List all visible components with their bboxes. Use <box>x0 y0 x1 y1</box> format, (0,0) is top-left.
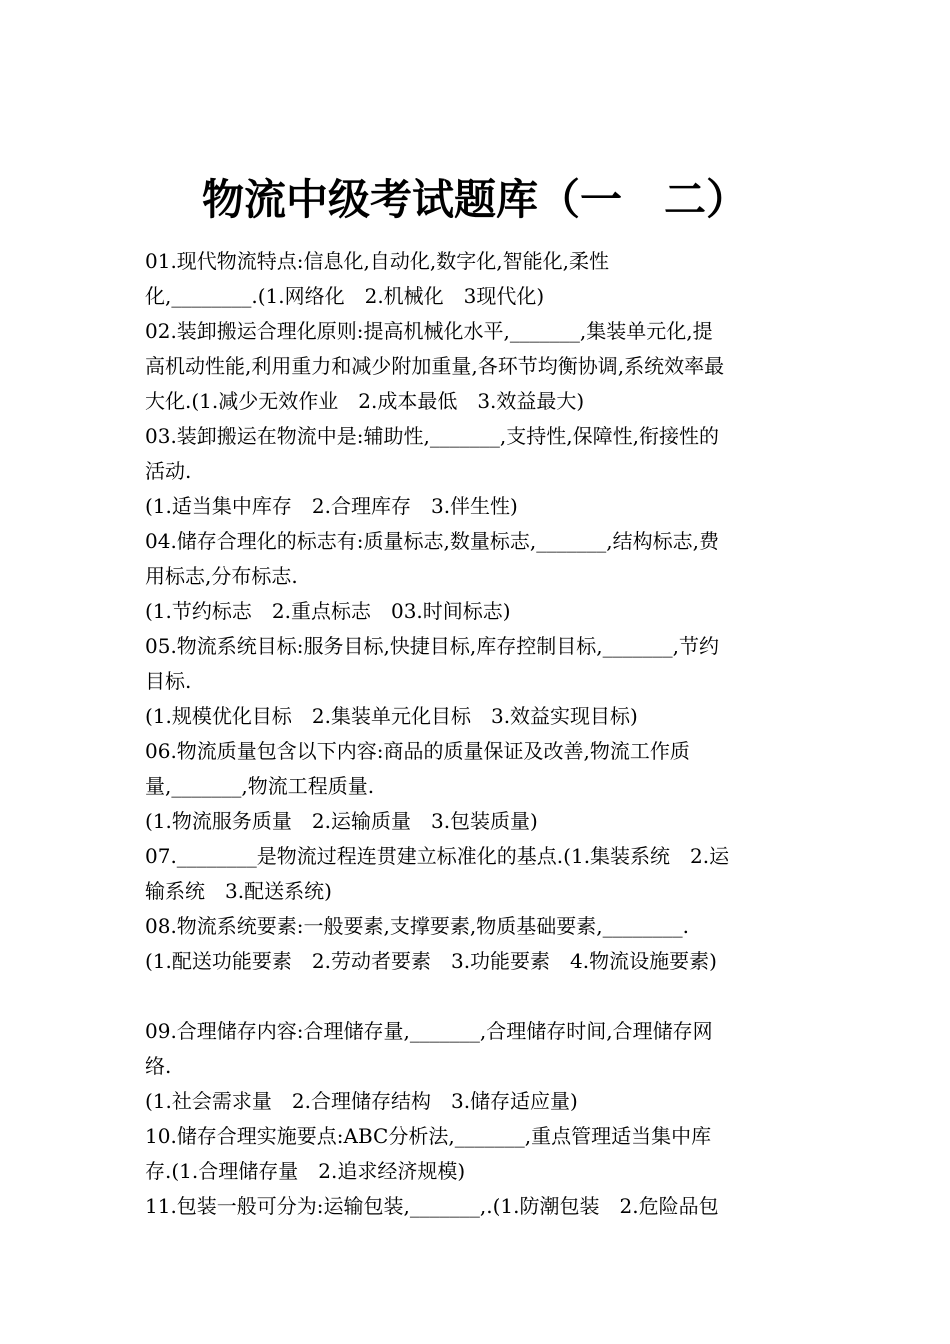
document-title: 物流中级考试题库（一 二） <box>201 175 748 224</box>
text-line: (1.适当集中库存 2.合理库存 3.伴生性) <box>145 494 518 518</box>
text-line: (1.规模优化目标 2.集装单元化目标 3.效益实现目标) <box>145 704 638 728</box>
text-line: 10.储存合理实施要点:ABC分析法,_______,重点管理适当集中库 <box>145 1124 712 1148</box>
text-line: 化,________.(1.网络化 2.机械化 3现代化) <box>145 284 545 308</box>
text-line: 量,_______,物流工程质量. <box>145 774 375 798</box>
text-line: (1.配送功能要素 2.劳动者要素 3.功能要素 4.物流设施要素) <box>145 949 717 973</box>
text-line: 大化.(1.减少无效作业 2.成本最低 3.效益最大) <box>145 389 585 413</box>
text-line: 09.合理储存内容:合理储存量,_______,合理储存时间,合理储存网 <box>145 1019 713 1043</box>
text-line: 存.(1.合理储存量 2.追求经济规模) <box>145 1159 466 1183</box>
text-line: (1.节约标志 2.重点标志 03.时间标志) <box>145 599 511 623</box>
text-line: 络. <box>145 1054 172 1078</box>
text-line: (1.物流服务质量 2.运输质量 3.包装质量) <box>145 809 538 833</box>
text-line: 11.包装一般可分为:运输包装,_______,.(1.防潮包装 2.危险品包 <box>145 1194 719 1218</box>
text-line: 07.________是物流过程连贯建立标准化的基点.(1.集装系统 2.运 <box>145 844 730 868</box>
text-line: 用标志,分布标志. <box>145 564 298 588</box>
text-line: 02.装卸搬运合理化原则:提高机械化水平,_______,集装单元化,提 <box>145 319 713 343</box>
text-line: 高机动性能,利用重力和减少附加重量,各环节均衡协调,系统效率最 <box>145 354 725 378</box>
text-line: 05.物流系统目标:服务目标,快捷目标,库存控制目标,_______,节约 <box>145 634 719 658</box>
document-body <box>145 244 810 1224</box>
blank-line <box>145 979 810 1014</box>
text-line: 08.物流系统要素:一般要素,支撑要素,物质基础要素,________. <box>145 914 689 938</box>
text-line: 06.物流质量包含以下内容:商品的质量保证及改善,物流工作质 <box>145 739 690 763</box>
text-line: 04.储存合理化的标志有:质量标志,数量标志,_______,结构标志,费 <box>145 529 719 553</box>
text-line: 01.现代物流特点:信息化,自动化,数字化,智能化,柔性 <box>145 249 609 273</box>
text-line: (1.社会需求量 2.合理储存结构 3.储存适应量) <box>145 1089 578 1113</box>
text-line: 目标. <box>145 669 192 693</box>
text-line: 输系统 3.配送系统) <box>145 879 332 903</box>
text-line: 活动. <box>145 459 192 483</box>
text-line: 03.装卸搬运在物流中是:辅助性,_______,支持性,保障性,衔接性的 <box>145 424 719 448</box>
